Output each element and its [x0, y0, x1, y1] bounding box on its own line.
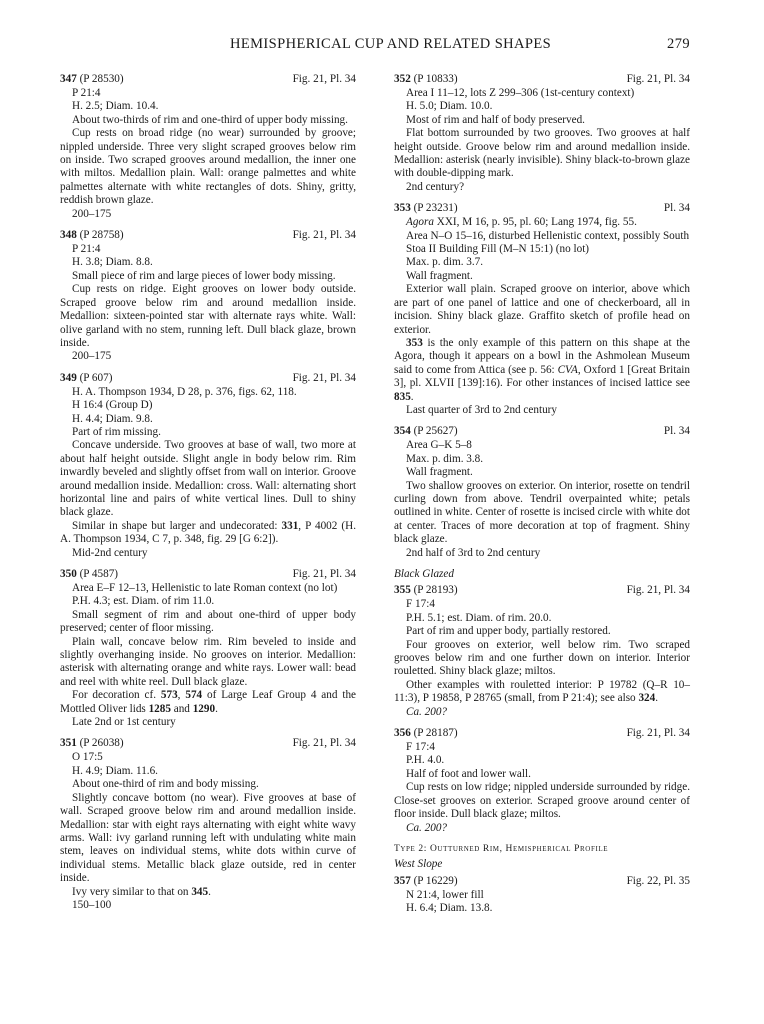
dimensions: Max. p. dim. 3.8.: [406, 452, 484, 465]
figure-plate-refs: Pl. 34: [663, 202, 690, 215]
preservation: Most of rim and half of body preserved.: [406, 113, 585, 126]
date-text: Ca. 200?: [406, 705, 448, 718]
cross-ref: 1290: [192, 702, 216, 715]
inventory-number: (P 4587): [79, 568, 119, 580]
date: [394, 706, 690, 719]
note-text: .: [655, 692, 659, 705]
dimensions: H. 5.0; Diam. 10.0.: [406, 100, 493, 113]
catalog-entry-347: [60, 73, 356, 221]
figure-plate-refs: Fig. 21, Pl. 34: [292, 371, 356, 384]
date-text: Ca. 200?: [406, 821, 448, 834]
note-text: Other examples with rouletted interior: P 19782 (Q–R 10–11:3), P 19858, P 28765 (small, from P 21:4); see also: [394, 678, 690, 705]
description: Plain wall, concave below rim. Rim beveled to inside and slightly overhanging inside. No grooves on interior. Medallion: asterisk with alternating orange and white rays. Lower wall: bead and reel with white reel. Dull black glaze.: [60, 635, 356, 688]
catalog-entry-348: [60, 229, 356, 364]
date: 150–100: [72, 898, 112, 911]
bibliography: H. A. Thompson 1934, D 28, p. 376, figs. 62, 118.: [72, 385, 297, 398]
inventory-number: (P 28193): [413, 584, 458, 597]
catalog-entry-355: [394, 584, 690, 719]
entry-heading: [60, 73, 356, 87]
inventory-number: (P 607): [79, 371, 113, 384]
inventory-number: (P 25627): [413, 425, 458, 438]
entry-heading: [60, 568, 356, 582]
description: Exterior wall plain. Scraped groove on interior, above which are part of one panel of lattice and one of checkerboard, all in incision. Shiny black glaze. Graffito sketch of profile head on exterior.: [394, 283, 690, 336]
figure-plate-refs: Fig. 22, Pl. 35: [626, 874, 690, 887]
inventory-number: (P 16229): [413, 874, 458, 887]
cross-ref: 835: [394, 390, 411, 403]
running-title: HEMISPHERICAL CUP AND RELATED SHAPES: [230, 36, 552, 52]
figure-plate-refs: Fig. 21, Pl. 34: [292, 73, 356, 85]
entry-number: 351: [60, 737, 77, 750]
cross-ref: 573: [160, 689, 178, 702]
catalog-entry-352: [394, 73, 690, 194]
preservation: Small piece of rim and large pieces of lower body missing.: [72, 269, 336, 282]
note-text: ,: [177, 689, 186, 702]
page-number: 279: [667, 36, 690, 52]
note-text: , Oxford 1 [Great Britain 3], pl. XLVII [139]:16). For other instances of incised lattice see: [394, 363, 690, 390]
left-column: [60, 73, 356, 920]
description: Flat bottom surrounded by two grooves. Two grooves at half height outside. Groove below rim and around medallion inside. Medallion: asterisk (nearly invisible). Shiny black-to-brown glaze with double-dipping mark.: [394, 127, 690, 180]
dimensions: H. 3.8; Diam. 8.8.: [72, 256, 153, 269]
catalog-entry-353: [394, 202, 690, 417]
note-text: , P 4002 (H. A. Thompson 1934, C 7, p. 348, fig. 29 [G 6:2]).: [60, 519, 356, 546]
inventory-number: (P 28530): [79, 73, 124, 85]
entry-number: 355: [394, 584, 411, 597]
comparanda-note: [60, 520, 356, 547]
description: Two shallow grooves on exterior. On interior, rosette on tendril curling down from above. Tendril overpainted white; petals outlined in white. Center of rosette is incised circle with white dot at center. Traces of more decoration at top of fragment. Shiny black glaze.: [394, 479, 690, 546]
date: 200–175: [72, 350, 112, 363]
inventory-number: (P 23231): [413, 202, 458, 215]
bibliography: [394, 216, 690, 229]
date: 2nd century?: [406, 180, 465, 193]
context: Area E–F 12–13, Hellenistic to late Roman context (no lot): [72, 582, 338, 594]
entry-heading: [394, 73, 690, 87]
dimensions: H. 2.5; Diam. 10.4.: [72, 100, 159, 113]
deposit: P 21:4: [72, 87, 101, 99]
type-heading: Type 2: Outturned Rim, Hemispherical Profile: [394, 843, 609, 854]
cross-ref: 353: [406, 336, 423, 349]
note-text: .: [215, 702, 218, 715]
deposit: N 21:4, lower fill: [406, 888, 484, 901]
entry-heading: [394, 875, 690, 889]
description: Cup rests on ridge. Eight grooves on lower body outside. Scraped groove below rim and around medallion inside. Medallion: sixteen-pointed star with alternate rays white. Wall: olive garland with no stem, running left. Dull black glaze, brown inside.: [60, 283, 356, 349]
entry-number: 349: [60, 371, 77, 384]
entry-number: 353: [394, 202, 411, 215]
publication-title: CVA: [557, 363, 578, 376]
preservation: About two-thirds of rim and one-third of upper body missing.: [72, 113, 348, 126]
entry-heading: [60, 229, 356, 243]
description: Cup rests on broad ridge (no wear) surrounded by groove; nippled underside. Three very slight scraped grooves below rim on inside. Two scraped grooves around medallion, the inner one with miltos. Medallion plain. Wall: orange palmettes and white palmettes alternate with white rectangles of dots. Shiny, gritty, reddish brown glaze.: [60, 127, 356, 207]
deposit: H 16:4 (Group D): [72, 399, 153, 412]
catalog-entry-354: [394, 425, 690, 560]
entry-heading: [394, 425, 690, 439]
entry-number: 356: [394, 727, 411, 740]
cross-ref: 345: [191, 885, 209, 898]
entry-heading: [394, 202, 690, 216]
date: Mid-2nd century: [72, 546, 148, 559]
comparanda-note: [60, 886, 356, 899]
date: 200–175: [72, 207, 112, 220]
note-text: Ivy very similar to that on: [72, 885, 192, 898]
entry-heading: [60, 737, 356, 751]
inventory-number: (P 10833): [413, 73, 458, 85]
preservation: About one-third of rim and body missing.: [72, 778, 259, 791]
context: Area N–O 15–16, disturbed Hellenistic context, possibly South Stoa II Building Fill (M–N 15:1) (no lot): [406, 229, 690, 256]
inventory-number: (P 28758): [79, 229, 124, 242]
running-header: [60, 36, 690, 56]
preservation: Half of foot and lower wall.: [406, 767, 531, 780]
figure-plate-refs: Pl. 34: [663, 425, 690, 438]
dimensions: H. 6.4; Diam. 13.8.: [406, 902, 493, 915]
cross-ref: 1285: [148, 702, 171, 715]
description: Cup rests on low ridge; nippled underside surrounded by ridge. Close-set grooves on exterior. Scraped groove around center of floor inside. Dull black glaze; miltos.: [394, 781, 690, 821]
comparanda-note: [60, 689, 356, 716]
cross-ref: 331: [281, 519, 299, 532]
figure-plate-refs: Fig. 21, Pl. 34: [626, 584, 690, 597]
catalog-entry-356: [394, 727, 690, 835]
note-text: and: [170, 702, 193, 715]
catalog-entry-357: [394, 875, 690, 916]
dimensions: H. 4.4; Diam. 9.8.: [72, 412, 153, 425]
group-heading: Black Glazed: [394, 568, 454, 580]
description: Slightly concave bottom (no wear). Five grooves at base of wall. Scraped groove below rim and around medallion inside. Medallion: star with eight rays alternating with eight white wavy arms. Wall: ivy garland running left with undulating white main stem, leaves on individual stems, white dots within curve of individual stems. Metallic black glaze outside, red in center inside.: [60, 791, 356, 885]
preservation: Small segment of rim and about one-third of upper body preserved; center of floor missing.: [60, 608, 356, 635]
bibliography-text: XXI, M 16, p. 95, pl. 60; Lang 1974, fig. 55.: [433, 216, 637, 229]
preservation: Wall fragment.: [406, 269, 473, 282]
cross-ref: 574: [185, 689, 203, 702]
discussion: [394, 337, 690, 404]
entry-number: 347: [60, 73, 77, 85]
dimensions: Max. p. dim. 3.7.: [406, 256, 484, 269]
figure-plate-refs: Fig. 21, Pl. 34: [626, 73, 690, 85]
inventory-number: (P 28187): [413, 727, 458, 740]
preservation: Part of rim missing.: [72, 425, 161, 438]
date: Last quarter of 3rd to 2nd century: [406, 403, 557, 416]
deposit: O 17:5: [72, 751, 103, 764]
dimensions: P.H. 4.0.: [406, 754, 445, 767]
entry-number: 357: [394, 874, 411, 887]
entry-heading: [394, 584, 690, 598]
comparanda-note: [394, 679, 690, 706]
deposit: F 17:4: [406, 598, 435, 611]
entry-number: 350: [60, 568, 77, 580]
note-text: Similar in shape but larger and undecorated:: [72, 519, 282, 532]
deposit: F 17:4: [406, 741, 435, 754]
catalog-entry-350: [60, 568, 356, 729]
description: Four grooves on exterior, well below rim. Two scraped grooves below rim and one further down on interior. Interior rouletted. Shiny black glaze; miltos.: [394, 638, 690, 678]
figure-plate-refs: Fig. 21, Pl. 34: [626, 727, 690, 740]
dimensions: H. 4.9; Diam. 11.6.: [72, 764, 158, 777]
dimensions: P.H. 4.3; est. Diam. of rim 11.0.: [72, 595, 215, 608]
date: 2nd half of 3rd to 2nd century: [406, 546, 541, 559]
cross-ref: 324: [638, 692, 656, 705]
catalog-entry-351: [60, 737, 356, 912]
deposit: P 21:4: [72, 243, 101, 256]
description: Concave underside. Two grooves at base of wall, two more at about half height outside. Slight angle in body below rim. Rim inwardly beveled and slightly offset from wall on interior. Groove around medallion inside. Medallion: cross. Wall: alternating short horizontal line and pairs of white vertical lines. Dull to shiny black glaze.: [60, 439, 356, 519]
right-column: [394, 73, 690, 924]
catalog-entry-349: [60, 372, 356, 560]
figure-plate-refs: Fig. 21, Pl. 34: [292, 737, 356, 750]
note-text: .: [208, 885, 211, 898]
context: Area G–K 5–8: [406, 439, 472, 452]
entry-heading: [394, 727, 690, 741]
entry-number: 354: [394, 425, 411, 438]
figure-plate-refs: Fig. 21, Pl. 34: [292, 229, 356, 242]
preservation: Part of rim and upper body, partially restored.: [406, 625, 611, 638]
publication-title: Agora: [406, 216, 434, 229]
entry-number: 352: [394, 73, 411, 85]
note-text: .: [410, 390, 414, 403]
entry-heading: [60, 372, 356, 386]
subgroup-heading: West Slope: [394, 858, 443, 871]
note-text: For decoration cf.: [72, 689, 161, 702]
inventory-number: (P 26038): [79, 737, 124, 750]
entry-number: 348: [60, 229, 77, 242]
date: [394, 822, 690, 835]
figure-plate-refs: Fig. 21, Pl. 34: [292, 568, 356, 580]
note-text: is the only example of this pattern on this shape at the Agora, though it appears on a bowl in the Ashmolean Museum said to come from Attica (see p. 56:: [394, 336, 690, 376]
context: Area I 11–12, lots Z 299–306 (1st-century context): [406, 87, 635, 99]
date: Late 2nd or 1st century: [72, 716, 176, 729]
note-text: of Large Leaf Group 4 and the Mottled Oliver lids: [60, 689, 356, 715]
dimensions: P.H. 5.1; est. Diam. of rim. 20.0.: [406, 611, 552, 624]
preservation: Wall fragment.: [406, 466, 473, 479]
